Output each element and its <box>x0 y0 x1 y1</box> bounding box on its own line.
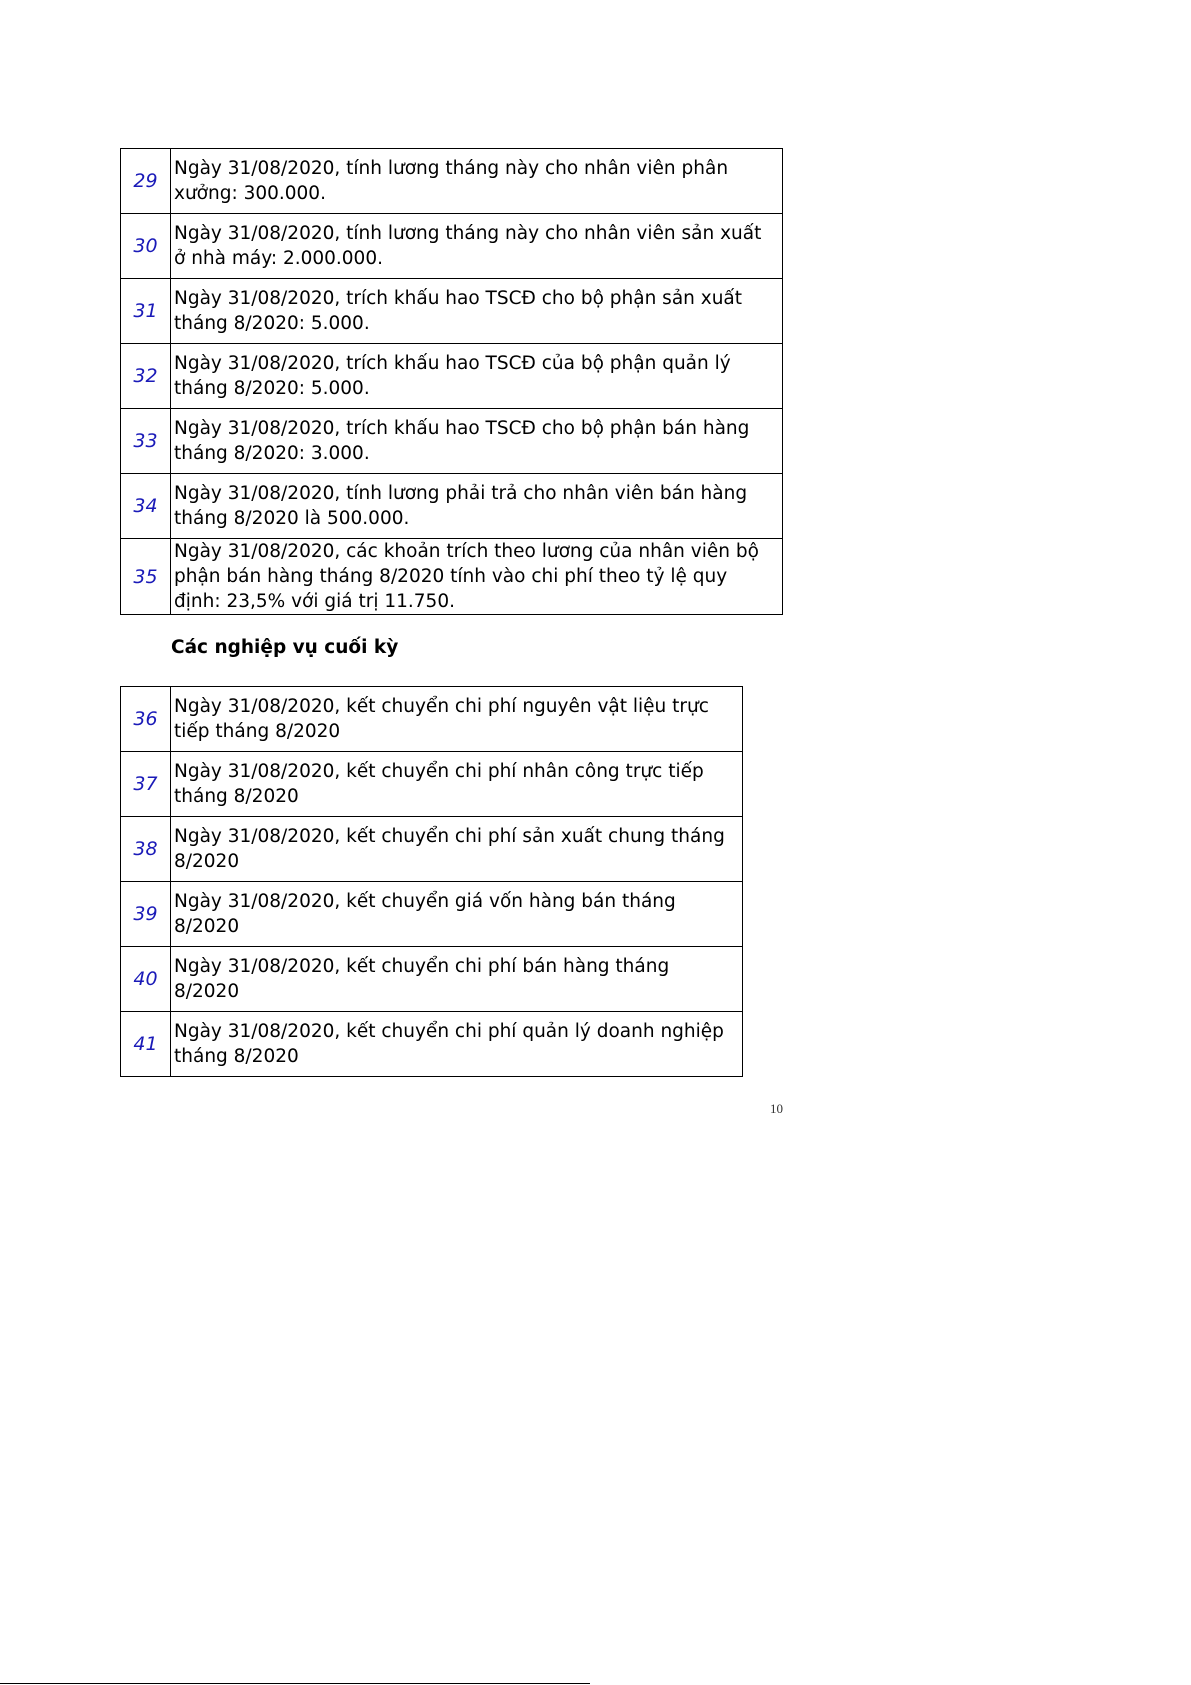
row-description: Ngày 31/08/2020, kết chuyển chi phí quản lý doanh nghiệp tháng 8/2020 <box>171 1012 743 1077</box>
section-heading: Các nghiệp vụ cuối kỳ <box>171 637 399 658</box>
row-number: 34 <box>121 474 171 539</box>
table-row <box>121 817 743 882</box>
transactions-table-1 <box>120 148 783 615</box>
row-description: Ngày 31/08/2020, tính lương tháng này cho nhân viên sản xuất ở nhà máy: 2.000.000. <box>171 214 783 279</box>
table-row <box>121 149 783 214</box>
row-description: Ngày 31/08/2020, kết chuyển chi phí bán hàng tháng 8/2020 <box>171 947 743 1012</box>
table-row <box>121 409 783 474</box>
row-description: Ngày 31/08/2020, kết chuyển chi phí nguyên vật liệu trực tiếp tháng 8/2020 <box>171 687 743 752</box>
row-description: Ngày 31/08/2020, tính lương phải trả cho nhân viên bán hàng tháng 8/2020 là 500.000. <box>171 474 783 539</box>
row-number: 40 <box>121 947 171 1012</box>
table-row <box>121 344 783 409</box>
table-row <box>121 947 743 1012</box>
row-number: 39 <box>121 882 171 947</box>
table-row <box>121 474 783 539</box>
table-row <box>121 279 783 344</box>
table-row <box>121 539 783 615</box>
transactions-table-2 <box>120 686 743 1077</box>
row-number: 31 <box>121 279 171 344</box>
row-description: Ngày 31/08/2020, kết chuyển chi phí sản xuất chung tháng 8/2020 <box>171 817 743 882</box>
row-number: 36 <box>121 687 171 752</box>
row-description: Ngày 31/08/2020, trích khấu hao TSCĐ cho bộ phận sản xuất tháng 8/2020: 5.000. <box>171 279 783 344</box>
row-description: Ngày 31/08/2020, các khoản trích theo lương của nhân viên bộ phận bán hàng tháng 8/2020 tính vào chi phí theo tỷ lệ quy định: 23,5% với giá trị 11.750. <box>171 539 783 615</box>
row-description: Ngày 31/08/2020, trích khấu hao TSCĐ của bộ phận quản lý tháng 8/2020: 5.000. <box>171 344 783 409</box>
row-description: Ngày 31/08/2020, trích khấu hao TSCĐ cho bộ phận bán hàng tháng 8/2020: 3.000. <box>171 409 783 474</box>
row-number: 35 <box>121 539 171 615</box>
row-description: Ngày 31/08/2020, kết chuyển giá vốn hàng bán tháng 8/2020 <box>171 882 743 947</box>
table-row <box>121 752 743 817</box>
page-number: 10 <box>770 1101 783 1116</box>
row-number: 30 <box>121 214 171 279</box>
table-row <box>121 1012 743 1077</box>
row-number: 38 <box>121 817 171 882</box>
table-row <box>121 214 783 279</box>
row-number: 32 <box>121 344 171 409</box>
row-description: Ngày 31/08/2020, kết chuyển chi phí nhân công trực tiếp tháng 8/2020 <box>171 752 743 817</box>
row-number: 29 <box>121 149 171 214</box>
footer-divider <box>0 1683 590 1684</box>
row-number: 33 <box>121 409 171 474</box>
row-number: 41 <box>121 1012 171 1077</box>
row-description: Ngày 31/08/2020, tính lương tháng này cho nhân viên phân xưởng: 300.000. <box>171 149 783 214</box>
table-row <box>121 687 743 752</box>
table-row <box>121 882 743 947</box>
row-number: 37 <box>121 752 171 817</box>
